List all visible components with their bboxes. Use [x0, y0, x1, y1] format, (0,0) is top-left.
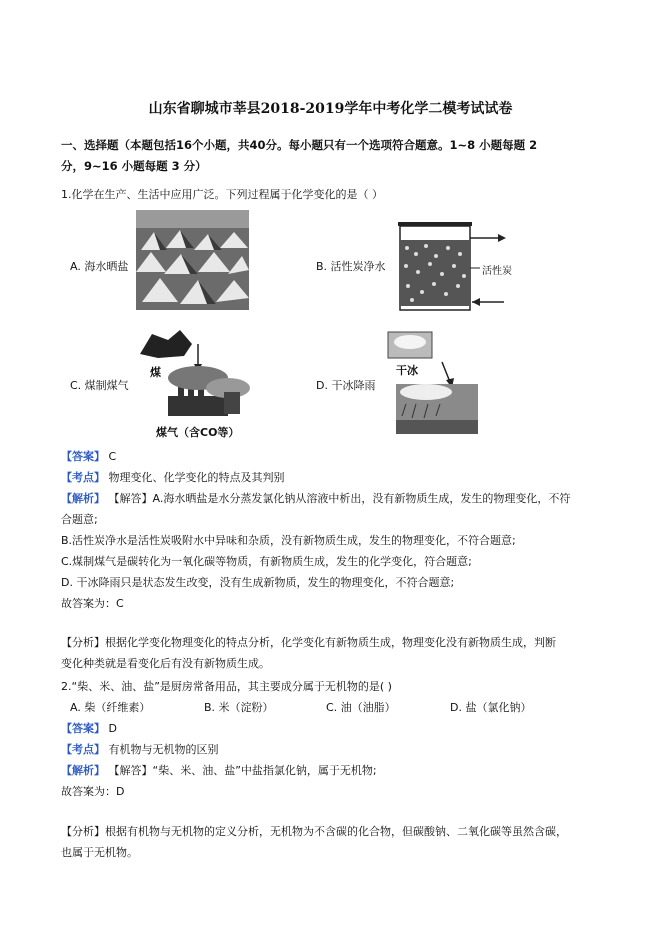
q1-option-a: A. 海水晒盐 [70, 260, 129, 273]
q2-analysis-1 [61, 762, 377, 778]
q1-analysis-3: B.活性炭净水是活性炭吸附水中异味和杂质，没有新物质生成，发生的物理变化，不符合题意; [61, 534, 516, 547]
answer-value: C [108, 450, 117, 463]
coal-gas-label: 煤气（含CO等） [156, 426, 240, 439]
q1-analysis-2: 合题意; [61, 513, 98, 526]
q1-analysis-5: D. 干冰降雨只是状态发生改变，没有生成新物质，发生的物理变化，不符合题意; [61, 576, 455, 589]
q2-point [61, 741, 219, 757]
analysis-text: 【解答】A.海水晒盐是水分蒸发氯化钠从溶液中析出，没有新物质生成，发生的物理变化，不符 [108, 492, 571, 505]
answer-label: 【答案】 [61, 722, 105, 735]
analysis-label: 【解析】 [61, 764, 105, 777]
q1-option-d: D. 干冰降雨 [316, 379, 376, 392]
q2-option-d: D. 盐（氯化钠） [450, 701, 532, 714]
page-title: 山东省聊城市莘县2018-2019学年中考化学二模考试试卷 [148, 101, 513, 117]
q2-stem: 2.“柴、米、油、盐”是厨房常备用品，其主要成分属于无机物的是( ) [61, 680, 392, 693]
point-value: 物理变化、化学变化的特点及其判别 [108, 471, 285, 484]
q2-option-a: A. 柴（纤维素） [70, 701, 151, 714]
q1-option-c: C. 煤制煤气 [70, 379, 129, 392]
answer-label: 【答案】 [61, 450, 105, 463]
q1-analysis-1 [61, 490, 570, 506]
q2-answer [61, 720, 117, 736]
section-heading-line2: 分，9~16 小题每题 3 分） [61, 159, 207, 173]
q1-stem: 1.化学在生产、生活中应用广泛。下列过程属于化学变化的是（ ） [61, 188, 383, 201]
q2-option-c: C. 油（油脂） [326, 701, 396, 714]
point-label: 【考点】 [61, 743, 105, 756]
q1-point [61, 469, 285, 485]
q1-fenxi-2: 变化种类就是看变化后有没有新物质生成。 [61, 657, 270, 670]
section-heading [61, 135, 537, 177]
q2-fenxi-2: 也属于无机物。 [61, 846, 138, 859]
coal-gas-image [138, 326, 268, 438]
answer-value: D [108, 722, 117, 735]
section-heading-line1: 一、选择题（本题包括16个小题，共40分。每小题只有一个选项符合题意。1~8 小题每题 2 [61, 138, 538, 152]
q1-analysis-4: C.煤制煤气是碳转化为一氧化碳等物质，有新物质生成，发生的化学变化，符合题意; [61, 555, 472, 568]
q1-answer [61, 448, 116, 464]
q2-final: 故答案为：D [61, 785, 125, 798]
q2-option-b: B. 米（淀粉） [204, 701, 274, 714]
coal-label: 煤 [150, 366, 161, 379]
point-value: 有机物与无机物的区别 [108, 743, 219, 756]
q1-fenxi-1: 【分析】根据化学变化物理变化的特点分析，化学变化有新物质生成，物理变化没有新物质生成，判断 [61, 636, 556, 649]
q2-fenxi-1: 【分析】根据有机物与无机物的定义分析，无机物为不含碳的化合物，但碳酸钠、二氧化碳等虽然含碳， [61, 825, 567, 838]
dry-ice-label: 干冰 [396, 364, 418, 377]
q1-option-b: B. 活性炭净水 [316, 260, 386, 273]
dry-ice-image [386, 326, 481, 438]
point-label: 【考点】 [61, 471, 105, 484]
sea-salt-image [136, 210, 249, 310]
carbon-label: 活性炭 [482, 266, 512, 277]
analysis-label: 【解析】 [61, 492, 105, 505]
analysis-text: 【解答】“柴、米、油、盐”中盐指氯化钠，属于无机物; [108, 764, 377, 777]
q1-final: 故答案为：C [61, 597, 124, 610]
